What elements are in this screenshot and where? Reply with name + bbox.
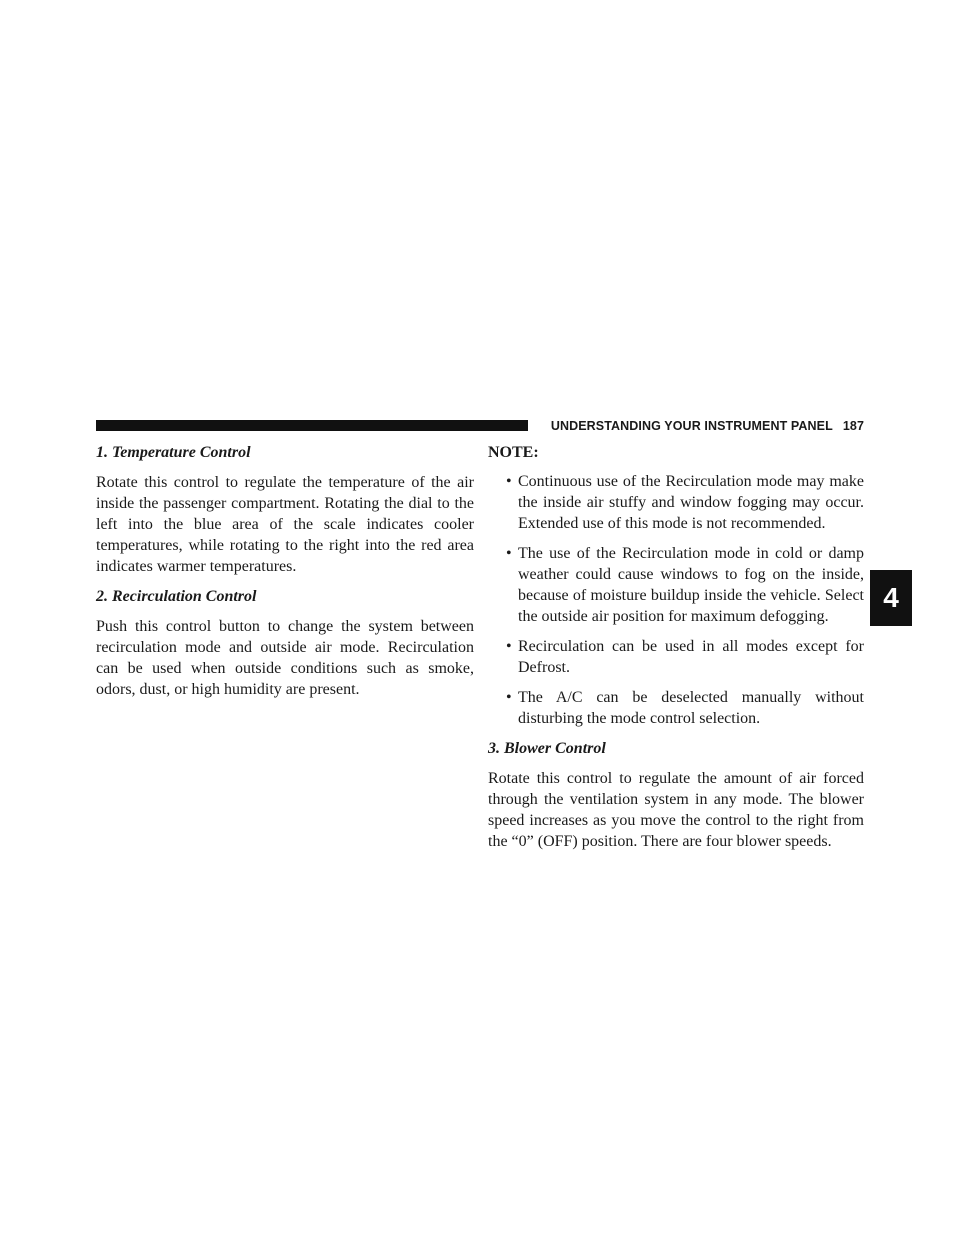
note-item-text: Continuous use of the Recirculation mode may make the inside air stuffy and window fogging may occur. Extended use of this mode is not recommended.	[518, 473, 864, 532]
page-number: 187	[842, 419, 864, 433]
blower-control-heading: 3. Blower Control	[488, 740, 606, 757]
note-heading: NOTE:	[488, 444, 539, 461]
bullet-icon: •	[506, 473, 512, 490]
note-item	[488, 543, 864, 627]
running-header	[536, 418, 864, 434]
temperature-control-text: Rotate this control to regulate the temperature of the air inside the passenger compartment. Rotating the dial to the left into the blue area of the scale indicates cooler temperatures, while rotating to the right into the red area indicates warmer temperatures.	[96, 474, 474, 575]
recirculation-control-text: Push this control button to change the system between recirculation mode and outside air mode. Recirculation can be used when outside conditions such as smoke, odors, dust, or high humidity are present.	[96, 618, 474, 698]
bullet-icon: •	[506, 638, 512, 655]
right-column	[488, 442, 864, 861]
note-item	[488, 471, 864, 534]
bullet-icon: •	[506, 545, 512, 562]
header-title: UNDERSTANDING YOUR INSTRUMENT PANEL	[550, 419, 833, 433]
header-rule	[96, 420, 528, 431]
temperature-control-heading: 1. Temperature Control	[96, 444, 251, 461]
recirculation-control-heading: 2. Recirculation Control	[96, 588, 257, 605]
note-item	[488, 636, 864, 678]
note-list	[488, 471, 864, 729]
note-item-text: The A/C can be deselected manually without disturbing the mode control selection.	[518, 689, 864, 727]
bullet-icon: •	[506, 689, 512, 706]
note-item	[488, 687, 864, 729]
left-column	[96, 442, 474, 709]
note-item-text: Recirculation can be used in all modes except for Defrost.	[518, 638, 864, 676]
blower-control-text: Rotate this control to regulate the amount of air forced through the ventilation system in any mode. The blower speed increases as you move the control to the right from the “0” (OFF) position. There are four blower speeds.	[488, 770, 864, 850]
chapter-tab: 4	[870, 570, 912, 626]
note-item-text: The use of the Recirculation mode in cold or damp weather could cause windows to fog on the inside, because of moisture buildup inside the vehicle. Select the outside air position for maximum defogging.	[518, 545, 864, 625]
